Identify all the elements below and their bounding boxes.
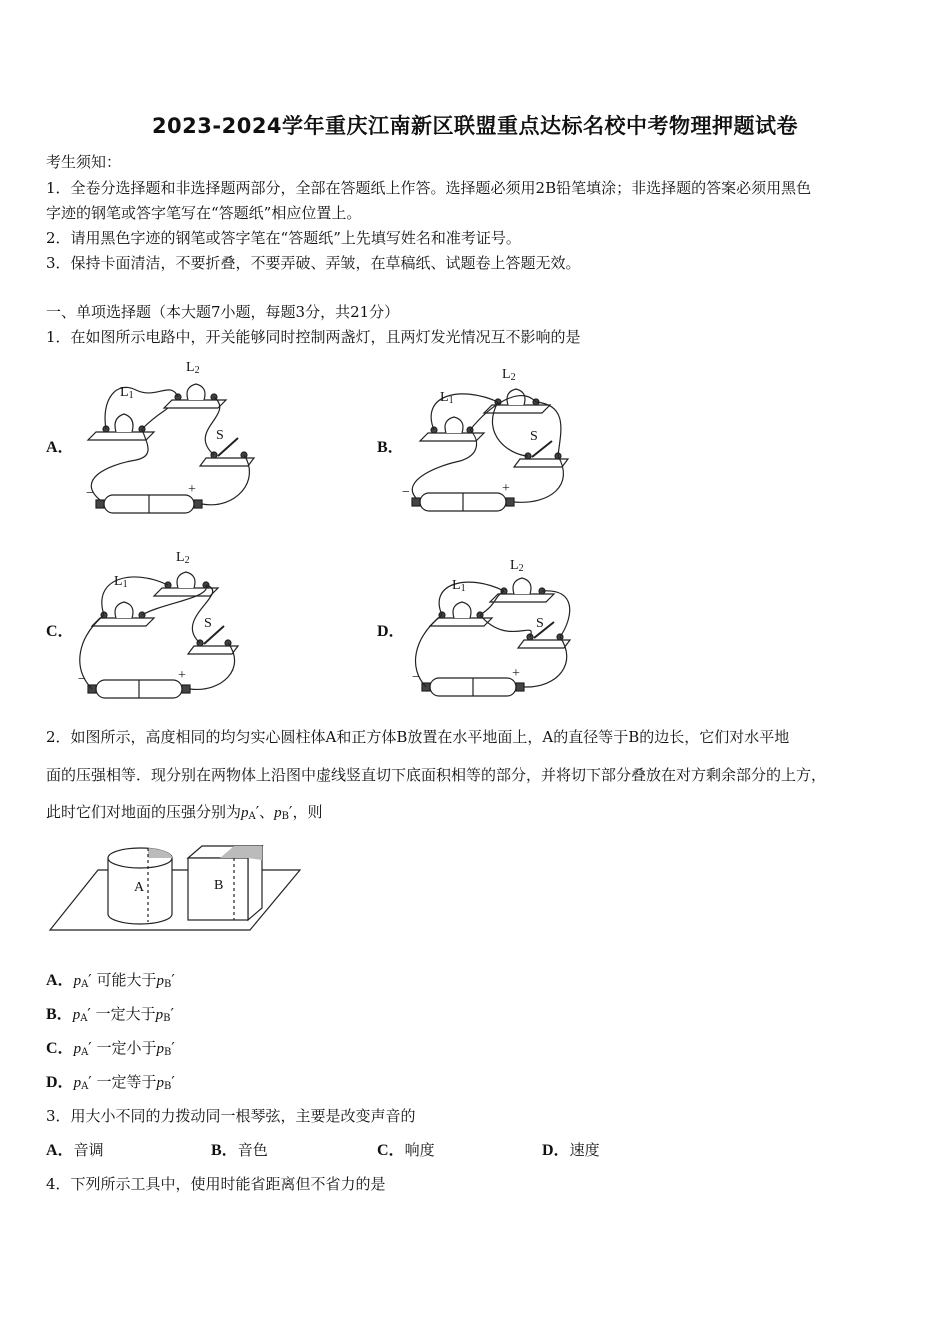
prime: ′ bbox=[171, 971, 175, 989]
l2-label: L bbox=[176, 550, 185, 565]
p-symbol: p bbox=[73, 1041, 82, 1057]
question-2-line-2: 面的压强相等．现分别在两物体上沿图中虚线竖直切下底面积相等的部分，并将切下部分叠放在对方剩余部分的上方， bbox=[46, 766, 827, 784]
notice-item-1-line-2: 字迹的钢笔或答字笔写在“答题纸”相应位置上。 bbox=[46, 204, 362, 222]
l1-sub: 1 bbox=[460, 583, 466, 594]
l1-label: L bbox=[120, 385, 129, 400]
q2-line3-post: ，则 bbox=[292, 803, 323, 821]
switch-label: S bbox=[530, 429, 538, 444]
prime: ′ bbox=[171, 1073, 175, 1091]
q1-option-b-label: B． bbox=[377, 439, 404, 456]
p-symbol: p bbox=[274, 805, 282, 821]
option-text: 音调 bbox=[73, 1141, 104, 1159]
sub-a: A bbox=[80, 1013, 88, 1024]
l1-label: L bbox=[114, 574, 123, 589]
q2-option-b bbox=[46, 1004, 174, 1029]
prime: ′ bbox=[170, 1005, 174, 1023]
notice-item-3: 3．保持卡面清洁，不要折叠，不要弄破、弄皱，在草稿纸、试题卷上答题无效。 bbox=[46, 254, 581, 272]
relation-text: 一定小于 bbox=[96, 1039, 157, 1057]
notice-heading: 考生须知： bbox=[46, 153, 122, 171]
section-heading: 一、单项选择题（本大题7小题，每题3分，共21分） bbox=[46, 303, 400, 321]
plus-sign: + bbox=[502, 481, 510, 496]
l1-label: L bbox=[452, 578, 461, 593]
option-text: 音色 bbox=[237, 1141, 268, 1159]
q2-option-a bbox=[46, 970, 175, 995]
relation-text: 一定等于 bbox=[96, 1073, 157, 1091]
option-letter: D． bbox=[542, 1142, 570, 1159]
sub-b: B bbox=[163, 1013, 171, 1024]
p-symbol: p bbox=[156, 1075, 164, 1091]
question-1-stem: 1．在如图所示电路中，开关能够同时控制两盏灯，且两灯发光情况互不影响的是 bbox=[46, 328, 581, 346]
switch-label: S bbox=[216, 428, 224, 443]
circuit-diagram-a bbox=[76, 360, 266, 525]
p-symbol: p bbox=[73, 1075, 82, 1091]
q3-option-d bbox=[542, 1140, 600, 1161]
circuit-diagram-c bbox=[72, 548, 262, 713]
q2-option-d bbox=[46, 1072, 175, 1097]
prime: ′ bbox=[255, 803, 260, 821]
plus-sign: + bbox=[178, 668, 186, 683]
l1-sub: 1 bbox=[122, 579, 128, 590]
relation-text: 一定大于 bbox=[95, 1005, 156, 1023]
option-letter: A． bbox=[46, 972, 74, 989]
minus-sign: − bbox=[402, 485, 410, 500]
plus-sign: + bbox=[188, 482, 196, 497]
q1-option-c-label: C． bbox=[46, 623, 74, 640]
sub-a: A bbox=[248, 811, 256, 822]
q3-option-a bbox=[46, 1140, 104, 1161]
l2-label: L bbox=[510, 558, 519, 573]
l1-sub: 1 bbox=[128, 390, 134, 401]
sub-b: B bbox=[164, 1081, 172, 1092]
p-symbol: p bbox=[156, 1041, 164, 1057]
prime: ′ bbox=[88, 1073, 92, 1091]
prime: ′ bbox=[289, 803, 293, 821]
q2-option-c bbox=[46, 1038, 175, 1063]
minus-sign: − bbox=[86, 486, 94, 501]
p-symbol: p bbox=[156, 973, 164, 989]
notice-item-2: 2．请用黑色字迹的钢笔或答字笔在“答题纸”上先填写姓名和准考证号。 bbox=[46, 229, 521, 247]
q3-option-c bbox=[377, 1140, 435, 1161]
relation-text: 可能大于 bbox=[96, 971, 157, 989]
l2-label: L bbox=[186, 360, 195, 375]
question-2-line-1: 2．如图所示，高度相同的均匀实心圆柱体A和正方体B放置在水平地面上，A的直径等于B的边长，它们对水平地 bbox=[46, 728, 790, 746]
l2-sub: 2 bbox=[184, 555, 190, 566]
sub-b: B bbox=[164, 1047, 172, 1058]
question-3-stem: 3．用大小不同的力拨动同一根琴弦，主要是改变声音的 bbox=[46, 1107, 416, 1125]
plus-sign: + bbox=[512, 666, 520, 681]
p-symbol: p bbox=[73, 973, 82, 989]
p-symbol: p bbox=[241, 805, 249, 821]
l2-sub: 2 bbox=[510, 372, 516, 383]
l1-label: L bbox=[440, 390, 449, 405]
page-title: 2023-2024学年重庆江南新区联盟重点达标名校中考物理押题试卷 bbox=[151, 114, 799, 138]
prime: ′ bbox=[88, 1039, 92, 1057]
separator: 、 bbox=[259, 803, 275, 821]
l2-sub: 2 bbox=[194, 365, 200, 376]
l1-sub: 1 bbox=[448, 395, 454, 406]
question-4-stem: 4．下列所示工具中，使用时能省距离但不省力的是 bbox=[46, 1175, 386, 1193]
sub-a: A bbox=[81, 979, 89, 990]
question-2-line-3 bbox=[46, 802, 322, 827]
option-letter: B． bbox=[46, 1006, 73, 1023]
option-text: 速度 bbox=[569, 1141, 600, 1159]
q1-option-a-label: A． bbox=[46, 439, 74, 456]
circuit-diagram-b bbox=[400, 365, 590, 530]
notice-item-1-line-1: 1．全卷分选择题和非选择题两部分，全部在答题纸上作答。选择题必须用2B铅笔填涂；非选择题的答案必须用黑色 bbox=[46, 179, 812, 197]
option-letter: C． bbox=[377, 1142, 405, 1159]
l2-label: L bbox=[502, 367, 511, 382]
option-letter: B． bbox=[211, 1142, 238, 1159]
minus-sign: − bbox=[412, 670, 420, 685]
q1-option-d-label: D． bbox=[377, 623, 405, 640]
sub-b: B bbox=[164, 979, 172, 990]
p-symbol: p bbox=[155, 1007, 164, 1023]
switch-label: S bbox=[204, 616, 212, 631]
option-letter: D． bbox=[46, 1074, 74, 1091]
switch-label: S bbox=[536, 616, 544, 631]
option-letter: A． bbox=[46, 1142, 74, 1159]
p-symbol: p bbox=[72, 1007, 81, 1023]
prime: ′ bbox=[88, 971, 92, 989]
sub-b: B bbox=[281, 811, 290, 822]
q3-option-b bbox=[211, 1140, 268, 1161]
cylinder-cube-figure bbox=[48, 842, 304, 934]
prime: ′ bbox=[171, 1039, 175, 1057]
figure-label-a: A bbox=[134, 880, 145, 895]
q2-line3-pre: 此时它们对地面的压强分别为 bbox=[46, 803, 242, 821]
l2-sub: 2 bbox=[518, 563, 524, 574]
figure-label-b: B bbox=[214, 878, 224, 893]
minus-sign: − bbox=[78, 672, 86, 687]
option-letter: C． bbox=[46, 1040, 74, 1057]
prime: ′ bbox=[87, 1005, 91, 1023]
sub-a: A bbox=[81, 1047, 89, 1058]
sub-a: A bbox=[81, 1081, 89, 1092]
option-text: 响度 bbox=[404, 1141, 435, 1159]
circuit-diagram-d bbox=[408, 558, 598, 723]
